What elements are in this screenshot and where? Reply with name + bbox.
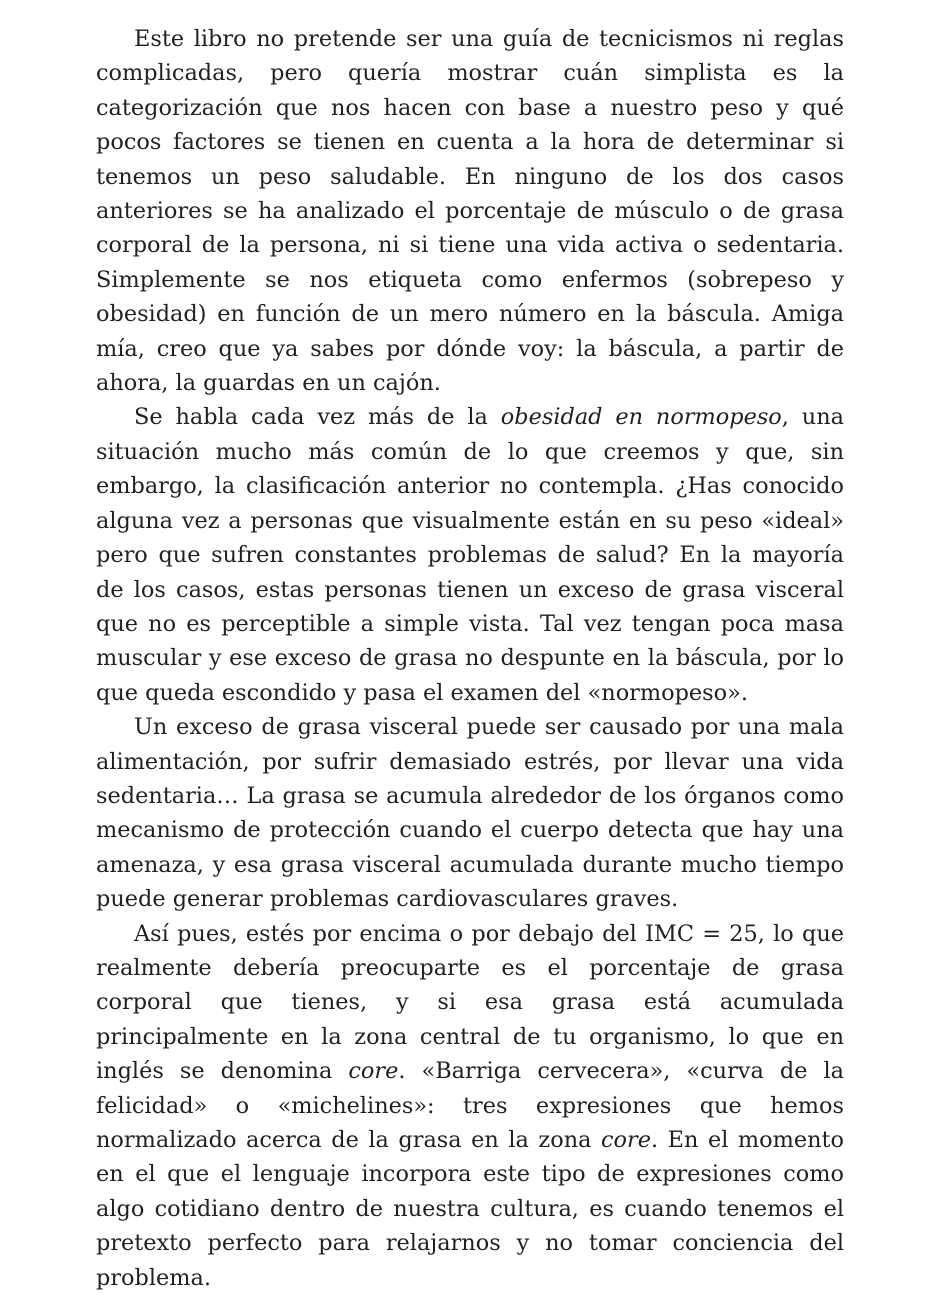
- paragraph-2-text-b: , una situación mucho más común de lo que creemos y que, sin embargo, la clasificación anterior no contempla. ¿Has conocido alguna vez a personas que visualmente están en su peso «ideal» pero que sufren constantes problemas de salud? En la mayoría de los casos, estas personas tienen un exceso de grasa visceral que no es perceptible a simple vista. Tal vez tengan poca masa muscular y ese exceso de grasa no despunte en la báscula, por lo que queda escondido y pasa el examen del «normopeso».: [96, 404, 844, 706]
- paragraph-2-text-a: Se habla cada vez más de la: [134, 404, 501, 431]
- paragraph-4: [96, 917, 844, 1295]
- paragraph-1: [96, 22, 844, 400]
- paragraph-4-italic-term-2: core: [601, 1127, 651, 1153]
- paragraph-4-text-a: Así pues, estés por encima o por debajo del IMC = 25, lo que realmente debería preocuparte es el porcentaje de grasa corporal que tienes, y si esa grasa está acumulada principalmente en la zona central de tu organismo, lo que en inglés se denomina: [96, 920, 844, 1085]
- paragraph-4-text-c: . En el momento en el que el lenguaje incorpora este tipo de expresiones como algo cotidiano dentro de nuestra cultura, es cuando tenemos el pretexto perfecto para relajarnos y no tomar conciencia del problema.: [96, 1127, 844, 1291]
- paragraph-4-text-b: . «Barriga cervecera», «curva de la felicidad» o «michelines»: tres expresiones que hemos normalizado acerca de la grasa en la zona: [96, 1058, 845, 1153]
- paragraph-2-italic-term: obesidad en normopeso: [500, 404, 782, 431]
- book-page: [96, 22, 844, 1295]
- paragraph-2: [96, 400, 844, 710]
- paragraph-4-italic-term-1: core: [348, 1058, 399, 1085]
- paragraph-1-text: Este libro no pretende ser una guía de tecnicismos ni reglas complicadas, pero quería mostrar cuán simplista es la categorización que nos hacen con base a nuestro peso y qué pocos factores se tienen en cuenta a la hora de determinar si tenemos un peso saludable. En ninguno de los dos casos anteriores se ha analizado el porcentaje de músculo o de grasa corporal de la persona, ni si tiene una vida activa o sedentaria. Simplemente se nos etiqueta como enfermos (sobrepeso y obesidad) en función de un mero número en la báscula. Amiga mía, creo que ya sabes por dónde voy: la báscula, a partir de ahora, la guardas en un cajón.: [96, 26, 844, 397]
- paragraph-3: [96, 710, 844, 916]
- paragraph-3-text: Un exceso de grasa visceral puede ser causado por una mala alimentación, por sufrir demasiado estrés, por llevar una vida sedentaria… La grasa se acumula alrededor de los órganos como mecanismo de protección cuando el cuerpo detecta que hay una amenaza, y esa grasa visceral acumulada durante mucho tiempo puede generar problemas cardiovasculares graves.: [96, 714, 844, 913]
